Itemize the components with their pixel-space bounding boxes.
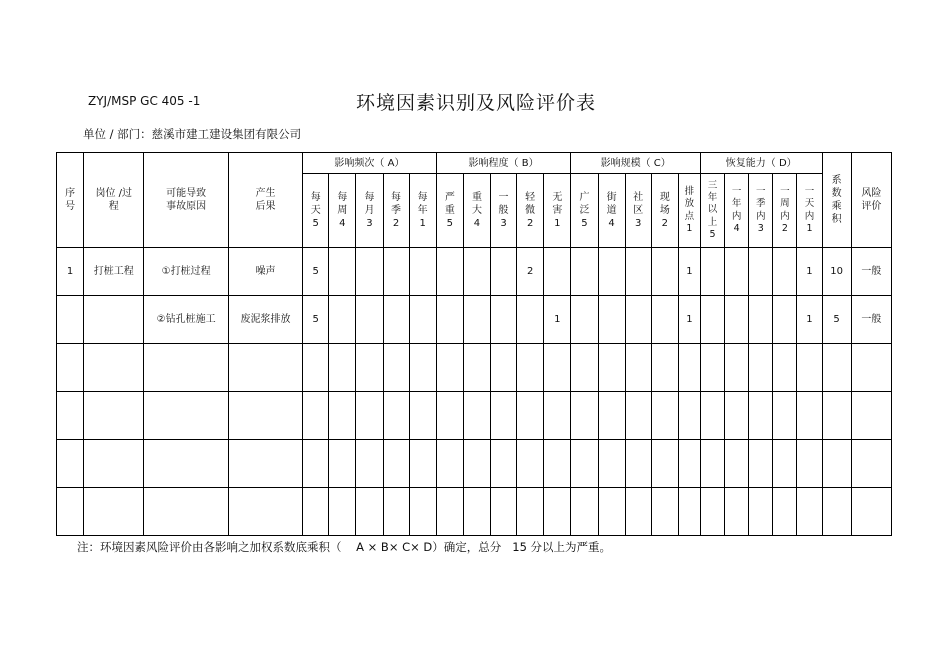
cell-cause: ①打桩过程: [144, 248, 228, 296]
cell-cause: ②钻孔桩施工: [144, 296, 228, 344]
cell-b-5: [544, 248, 571, 296]
cell-b-3: [491, 296, 517, 344]
col-header-seq: 序 号: [57, 153, 84, 248]
sub-header-c-1: 广 泛 5: [571, 174, 598, 248]
cell-b-5: [544, 344, 571, 392]
cell-c-2: [598, 488, 625, 536]
cell-b-4: [517, 296, 544, 344]
cell-c-1: [571, 296, 598, 344]
group-header-scale: 影响规模（ C）: [571, 153, 701, 174]
cell-a-3: [356, 344, 383, 392]
cell-a-1: [303, 392, 329, 440]
cell-b-3: [491, 440, 517, 488]
cell-b-3: [491, 344, 517, 392]
sub-header-c-3: 社 区 3: [625, 174, 651, 248]
cell-coefficient: [822, 488, 851, 536]
cell-a-5: [409, 392, 436, 440]
cell-post: [84, 440, 144, 488]
sub-header-d-2: 一 年 内 4: [725, 174, 749, 248]
cell-a-2: [329, 488, 356, 536]
sub-header-d-5: 一 天 内 1: [797, 174, 822, 248]
cell-a-2: [329, 296, 356, 344]
cell-c-1: [571, 488, 598, 536]
cell-coefficient: 5: [822, 296, 851, 344]
cell-d-3: [749, 248, 773, 296]
cell-c-2: [598, 440, 625, 488]
cell-b-4: [517, 392, 544, 440]
cell-a-3: [356, 392, 383, 440]
cell-a-5: [409, 440, 436, 488]
cell-c-1: [571, 344, 598, 392]
cell-result: [228, 344, 302, 392]
cell-a-4: [383, 296, 409, 344]
cell-d-5: [797, 392, 822, 440]
cell-d-4: [773, 344, 797, 392]
header-group-row: [57, 153, 892, 174]
footnote: 注：环境因素风险评价由各影响之加权系数底乘积（ A × B× C× D）确定，总分 15 分以上为严重。: [77, 540, 612, 554]
document-title: 环境因素识别及风险评价表: [356, 92, 597, 114]
cell-risk: [851, 488, 891, 536]
cell-seq: 1: [57, 248, 84, 296]
cell-d-2: [725, 296, 749, 344]
cell-c-3: [625, 344, 651, 392]
group-header-degree: 影响程度（ B）: [436, 153, 571, 174]
sub-header-c-4: 现 场 2: [651, 174, 678, 248]
cell-b-1: [436, 296, 463, 344]
cell-post: 打桩工程: [84, 248, 144, 296]
cell-c-4: [651, 392, 678, 440]
cell-risk: [851, 392, 891, 440]
cell-result: 噪声: [228, 248, 302, 296]
table-row: [57, 392, 892, 440]
sub-header-b-3: 一 般 3: [491, 174, 517, 248]
cell-b-5: [544, 488, 571, 536]
cell-a-4: [383, 344, 409, 392]
cell-seq: [57, 344, 84, 392]
cell-d-2: [725, 248, 749, 296]
cell-c-2: [598, 248, 625, 296]
cell-a-4: [383, 440, 409, 488]
cell-post: [84, 296, 144, 344]
col-header-risk: 风险 评价: [851, 153, 891, 248]
sub-header-d-4: 一 周 内 2: [773, 174, 797, 248]
cell-a-1: 5: [303, 296, 329, 344]
cell-seq: [57, 488, 84, 536]
cell-d-3: [749, 344, 773, 392]
cell-c-2: [598, 344, 625, 392]
cell-a-2: [329, 344, 356, 392]
cell-c-5: [678, 344, 700, 392]
cell-c-4: [651, 248, 678, 296]
cell-b-4: [517, 440, 544, 488]
col-header-cause: 可能导致 事故原因: [144, 153, 228, 248]
cell-c-5: 1: [678, 248, 700, 296]
cell-a-5: [409, 344, 436, 392]
sub-header-b-5: 无 害 1: [544, 174, 571, 248]
cell-d-1: [700, 488, 724, 536]
sub-header-c-5: 排 放 点 1: [678, 174, 700, 248]
cell-cause: [144, 440, 228, 488]
cell-d-5: [797, 440, 822, 488]
cell-b-2: [463, 488, 490, 536]
cell-a-3: [356, 488, 383, 536]
cell-b-3: [491, 488, 517, 536]
cell-risk: [851, 344, 891, 392]
cell-c-5: 1: [678, 296, 700, 344]
cell-b-4: [517, 488, 544, 536]
cell-a-5: [409, 296, 436, 344]
cell-b-2: [463, 296, 490, 344]
sub-header-b-4: 轻 微 2: [517, 174, 544, 248]
cell-coefficient: [822, 344, 851, 392]
cell-b-1: [436, 248, 463, 296]
cell-d-1: [700, 440, 724, 488]
cell-risk: 一般: [851, 248, 891, 296]
table-row: [57, 440, 892, 488]
cell-d-4: [773, 248, 797, 296]
cell-c-1: [571, 248, 598, 296]
sub-header-a-1: 每 天 5: [303, 174, 329, 248]
cell-b-2: [463, 392, 490, 440]
cell-d-4: [773, 488, 797, 536]
risk-evaluation-table: [56, 152, 892, 536]
cell-b-5: [544, 392, 571, 440]
cell-a-4: [383, 488, 409, 536]
cell-d-4: [773, 392, 797, 440]
sub-header-c-2: 街 道 4: [598, 174, 625, 248]
cell-c-2: [598, 392, 625, 440]
cell-d-3: [749, 440, 773, 488]
cell-d-3: [749, 392, 773, 440]
cell-post: [84, 344, 144, 392]
cell-c-5: [678, 440, 700, 488]
cell-a-3: [356, 296, 383, 344]
group-header-recovery: 恢复能力（ D）: [700, 153, 822, 174]
unit-department-line: 单位 / 部门：慈溪市建工建设集团有限公司: [83, 127, 302, 141]
cell-cause: [144, 392, 228, 440]
cell-b-2: [463, 248, 490, 296]
cell-d-4: [773, 440, 797, 488]
table-row: [57, 296, 892, 344]
cell-b-4: 2: [517, 248, 544, 296]
cell-cause: [144, 488, 228, 536]
cell-c-3: [625, 248, 651, 296]
sub-header-a-3: 每 月 3: [356, 174, 383, 248]
cell-coefficient: [822, 440, 851, 488]
cell-a-1: [303, 440, 329, 488]
cell-a-2: [329, 440, 356, 488]
cell-a-4: [383, 248, 409, 296]
cell-a-5: [409, 248, 436, 296]
cell-c-3: [625, 440, 651, 488]
cell-b-2: [463, 440, 490, 488]
cell-d-4: [773, 296, 797, 344]
cell-seq: [57, 392, 84, 440]
cell-a-1: [303, 488, 329, 536]
cell-c-4: [651, 296, 678, 344]
cell-a-4: [383, 392, 409, 440]
cell-d-1: [700, 392, 724, 440]
sub-header-a-2: 每 周 4: [329, 174, 356, 248]
cell-d-1: [700, 296, 724, 344]
cell-a-3: [356, 248, 383, 296]
cell-result: [228, 488, 302, 536]
cell-c-3: [625, 296, 651, 344]
cell-post: [84, 392, 144, 440]
cell-b-5: 1: [544, 296, 571, 344]
cell-coefficient: 10: [822, 248, 851, 296]
cell-risk: 一般: [851, 296, 891, 344]
cell-d-3: [749, 488, 773, 536]
sub-header-a-5: 每 年 1: [409, 174, 436, 248]
cell-c-4: [651, 488, 678, 536]
sub-header-d-3: 一 季 内 3: [749, 174, 773, 248]
cell-b-1: [436, 344, 463, 392]
cell-coefficient: [822, 392, 851, 440]
cell-d-3: [749, 296, 773, 344]
cell-a-2: [329, 392, 356, 440]
cell-a-5: [409, 488, 436, 536]
cell-cause: [144, 344, 228, 392]
sub-header-a-4: 每 季 2: [383, 174, 409, 248]
cell-a-2: [329, 248, 356, 296]
cell-b-1: [436, 488, 463, 536]
cell-d-2: [725, 344, 749, 392]
sub-header-b-2: 重 大 4: [463, 174, 490, 248]
cell-post: [84, 488, 144, 536]
cell-seq: [57, 440, 84, 488]
cell-result: 废泥浆排放: [228, 296, 302, 344]
cell-d-5: [797, 488, 822, 536]
cell-b-1: [436, 440, 463, 488]
cell-c-4: [651, 440, 678, 488]
table-row: [57, 488, 892, 536]
col-header-post: 岗位 /过 程: [84, 153, 144, 248]
cell-b-3: [491, 392, 517, 440]
cell-b-5: [544, 440, 571, 488]
cell-a-3: [356, 440, 383, 488]
cell-risk: [851, 440, 891, 488]
sub-header-b-1: 严 重 5: [436, 174, 463, 248]
cell-d-2: [725, 440, 749, 488]
table-row: [57, 344, 892, 392]
cell-c-1: [571, 440, 598, 488]
cell-b-1: [436, 392, 463, 440]
cell-b-3: [491, 248, 517, 296]
col-header-coefficient: 系 数 乘 积: [822, 153, 851, 248]
cell-d-5: 1: [797, 296, 822, 344]
cell-c-3: [625, 392, 651, 440]
cell-c-2: [598, 296, 625, 344]
cell-d-2: [725, 392, 749, 440]
cell-c-4: [651, 344, 678, 392]
table-row: [57, 248, 892, 296]
cell-d-5: [797, 344, 822, 392]
group-header-frequency: 影响频次（ A）: [303, 153, 437, 174]
cell-d-5: 1: [797, 248, 822, 296]
cell-result: [228, 440, 302, 488]
cell-seq: [57, 296, 84, 344]
cell-c-5: [678, 488, 700, 536]
cell-a-1: [303, 344, 329, 392]
cell-c-1: [571, 392, 598, 440]
cell-a-1: 5: [303, 248, 329, 296]
col-header-result: 产生 后果: [228, 153, 302, 248]
cell-result: [228, 392, 302, 440]
cell-d-1: [700, 344, 724, 392]
cell-b-2: [463, 344, 490, 392]
cell-b-4: [517, 344, 544, 392]
sub-header-d-1: 三 年 以 上 5: [700, 174, 724, 248]
cell-d-2: [725, 488, 749, 536]
cell-c-3: [625, 488, 651, 536]
cell-c-5: [678, 392, 700, 440]
cell-d-1: [700, 248, 724, 296]
document-code: ZYJ/MSP GC 405 -1: [88, 94, 201, 108]
